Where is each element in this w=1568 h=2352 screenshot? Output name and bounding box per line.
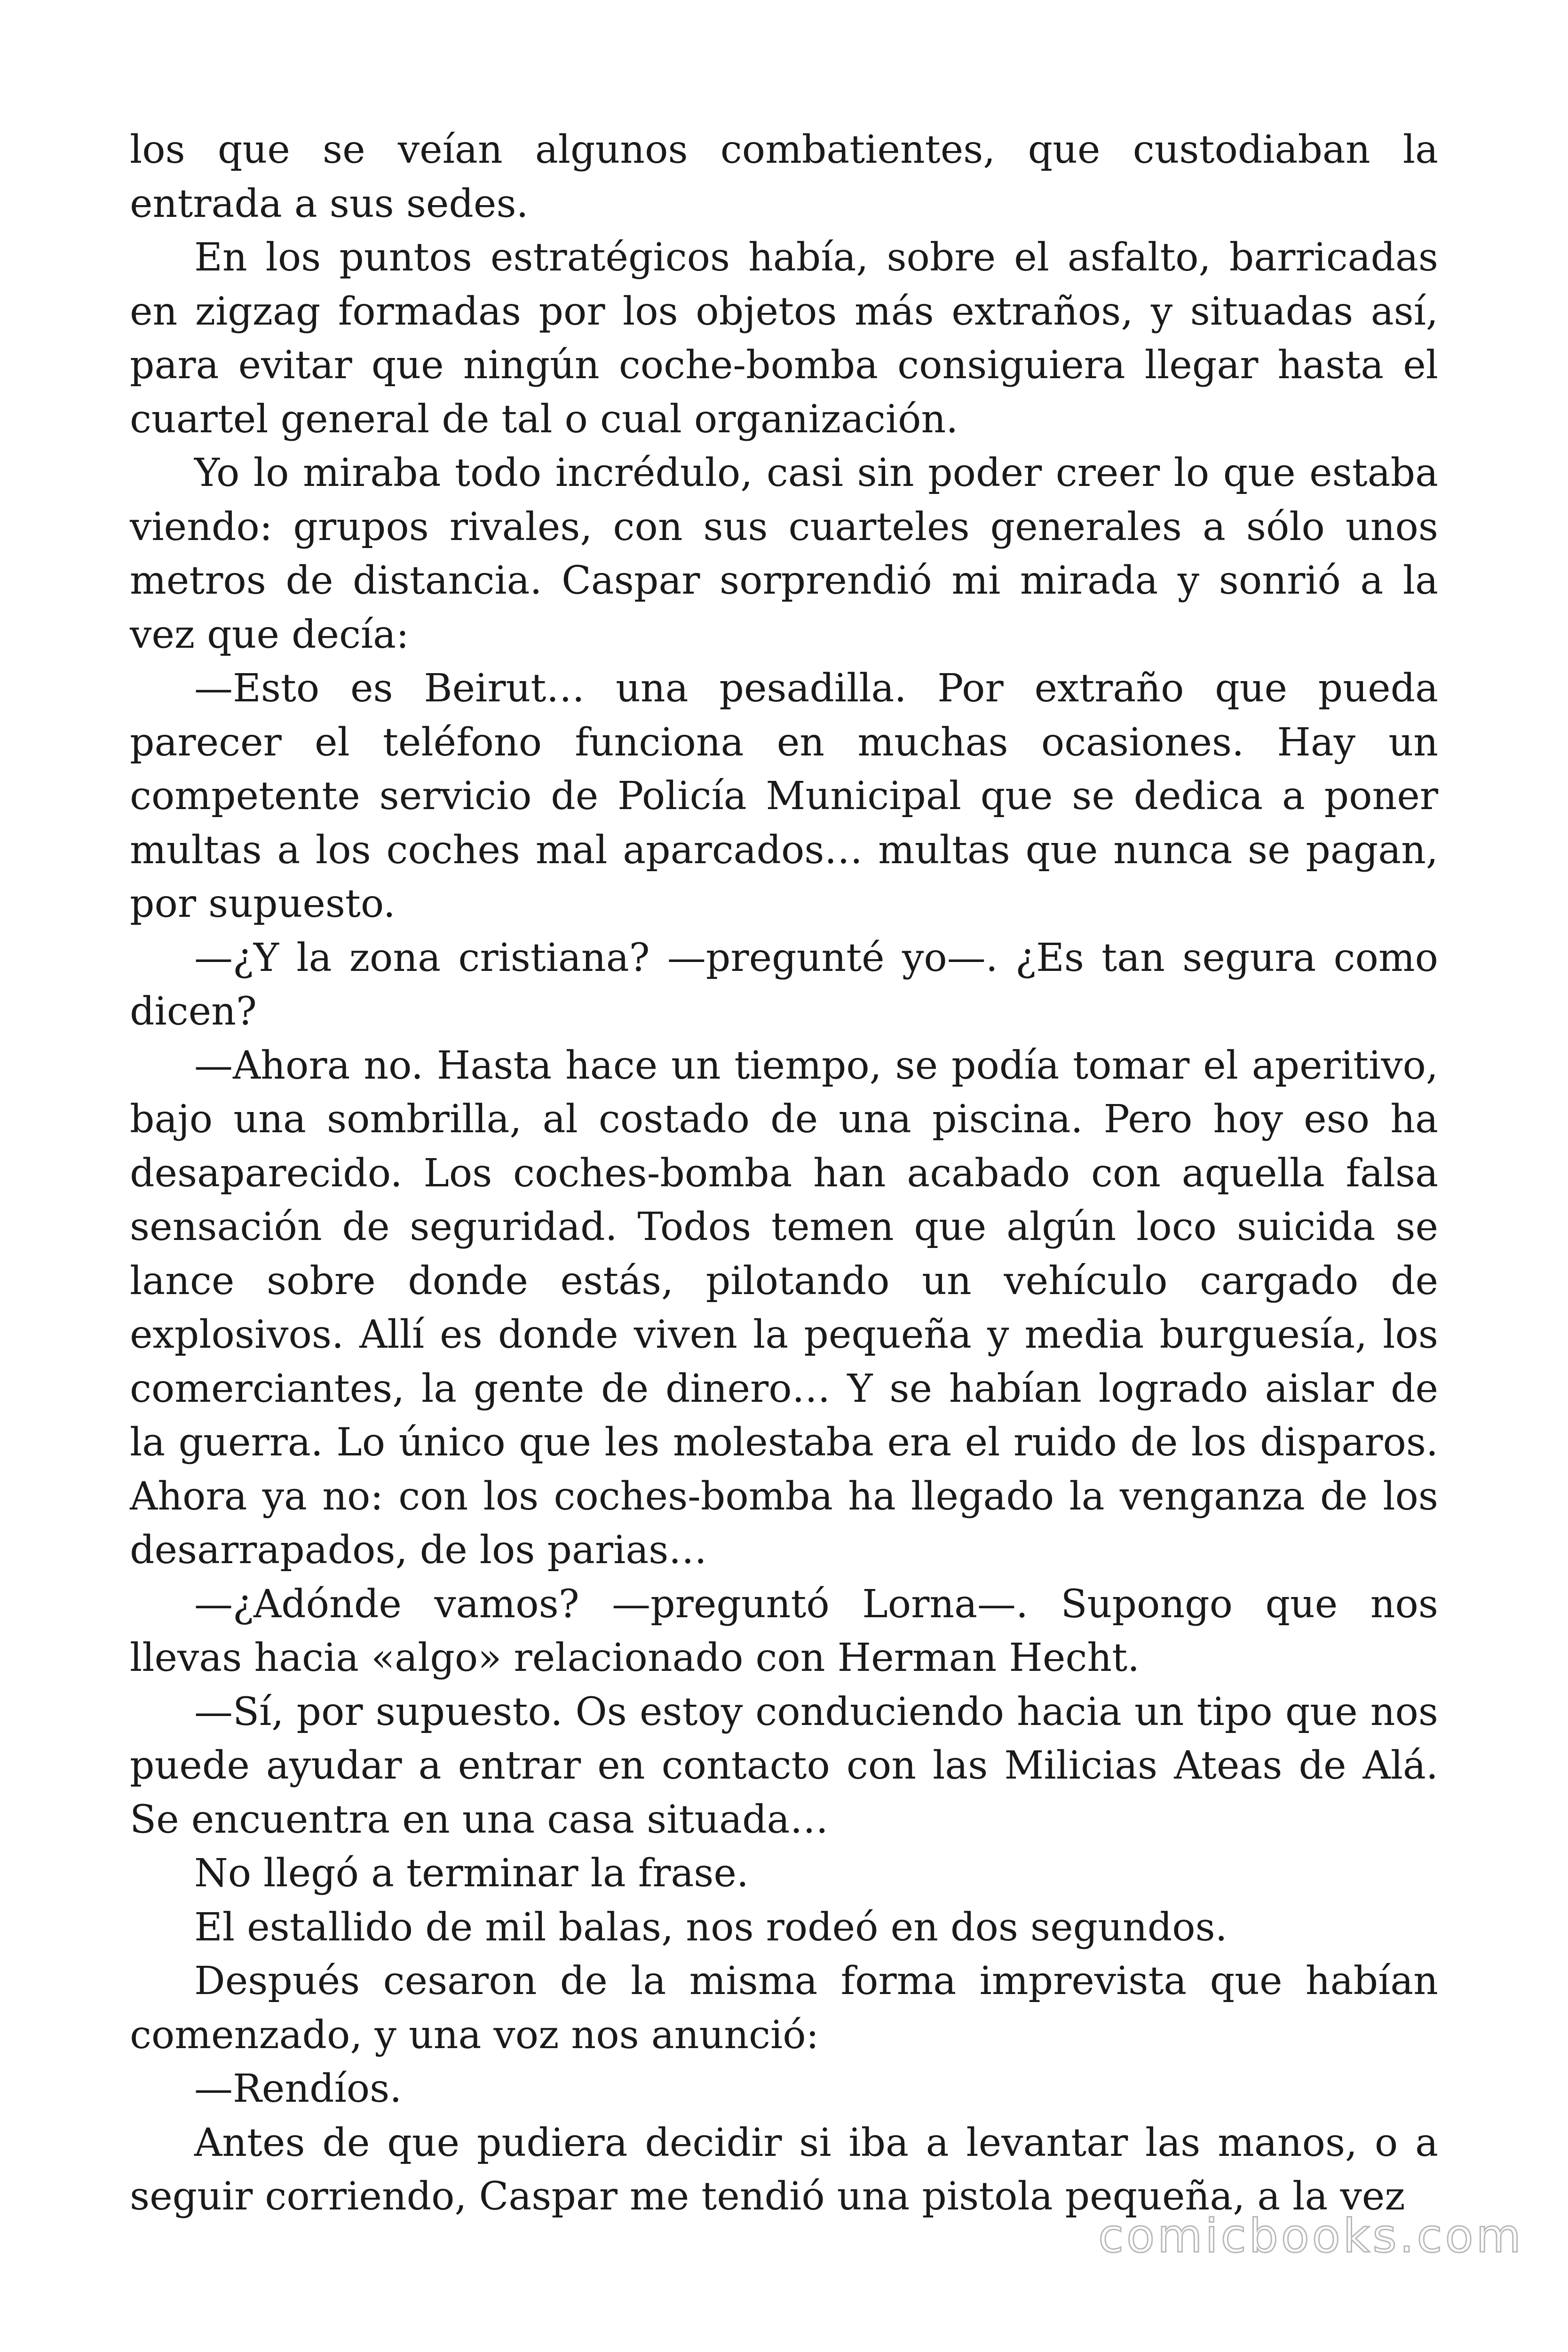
paragraph-1: los que se veían algunos combatientes, que custodiaban la entrada a sus sedes. <box>130 127 1438 226</box>
watermark: comicbooks.com <box>1098 2209 1524 2263</box>
paragraph-6: —Ahora no. Hasta hace un tiempo, se podía tomar el aperitivo, bajo una sombrilla, al costado de una piscina. Pero hoy eso ha desaparecido. Los coches-bomba han acabado con aquella falsa sensación de seguridad. Todos temen que algún loco suicida se lance sobre donde estás, pilotando un vehículo cargado de explosivos. Allí es donde viven la pequeña y media burguesía, los comerciantes, la gente de dinero… Y se habían logrado aislar de la guerra. Lo único que les molestaba era el ruido de los disparos. Ahora ya no: con los coches-bomba ha llegado la venganza de los desarrapados, de los parias… <box>130 1043 1438 1573</box>
paragraph-11: Después cesaron de la misma forma imprevista que habían comenzado, y una voz nos anunció: <box>130 1959 1438 2058</box>
paragraph-3: Yo lo miraba todo incrédulo, casi sin poder creer lo que estaba viendo: grupos rivales, con sus cuarteles generales a sólo unos metros de distancia. Caspar sorprendió mi mirada y sonrió a la vez que decía: <box>130 451 1438 657</box>
paragraph-2: En los puntos estratégicos había, sobre el asfalto, barricadas en zigzag formadas por los objetos más extraños, y situadas así, para evitar que ningún coche-bomba consiguiera llegar hasta el cuartel general de tal o cual organización. <box>130 235 1438 442</box>
paragraph-8: —Sí, por supuesto. Os estoy conduciendo hacia un tipo que nos puede ayudar a entrar en contacto con las Milicias Ateas de Alá. Se encuentra en una casa situada… <box>130 1689 1438 1842</box>
paragraph-9: No llegó a terminar la frase. <box>194 1851 749 1896</box>
paragraph-10: El estallido de mil balas, nos rodeó en dos segundos. <box>194 1905 1227 1950</box>
paragraph-4: —Esto es Beirut… una pesadilla. Por extraño que pueda parecer el teléfono funciona en muchas ocasiones. Hay un competente servicio de Policía Municipal que se dedica a poner multas a los coches mal aparcados… multas que nunca se pagan, por supuesto. <box>130 666 1438 926</box>
paragraph-12: —Rendíos. <box>194 2066 402 2111</box>
body-text <box>130 123 1438 2224</box>
paragraph-7: —¿Adónde vamos? —preguntó Lorna—. Supongo que nos llevas hacia «algo» relacionado con Herman Hecht. <box>130 1581 1438 1680</box>
paragraph-5: —¿Y la zona cristiana? —pregunté yo—. ¿Es tan segura como dicen? <box>130 935 1438 1034</box>
paragraph-13: Antes de que pudiera decidir si iba a levantar las manos, o a seguir corriendo, Caspar me tendió una pistola pequeña, a la vez <box>130 2120 1438 2219</box>
